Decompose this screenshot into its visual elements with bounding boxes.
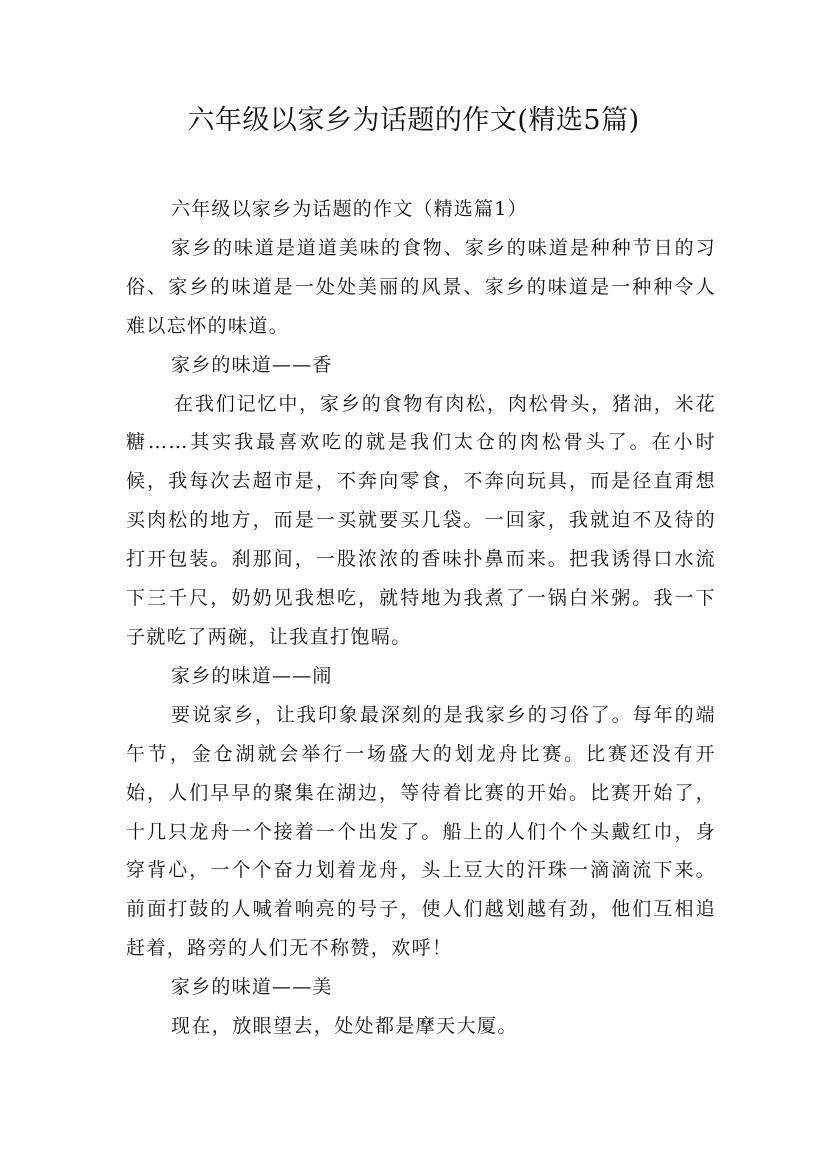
document-body	[126, 190, 716, 1046]
body-paragraph: 家乡的味道是道道美味的食物、家乡的味道是种种节日的习俗、家乡的味道是一处处美丽的风景、家乡的味道是一种种令人难以忘怀的味道。	[126, 236, 716, 337]
body-paragraph: 现在，放眼望去，处处都是摩天大厦。	[171, 1015, 518, 1038]
section-heading-lively: 家乡的味道——闹	[171, 664, 333, 687]
body-paragraph: 要说家乡，让我印象最深刻的是我家乡的习俗了。每年的端午节，金仓湖就会举行一场盛大的划龙舟比赛。比赛还没有开始，人们早早的聚集在湖边，等待着比赛的开始。比赛开始了，十几只龙舟一个接着一个出发了。船上的人们个个头戴红巾，身穿背心，一个个奋力划着龙舟，头上豆大的汗珠一滴滴流下来。前面打鼓的人喊着响亮的号子，使人们越划越有劲，他们互相追赶着，路旁的人们无不称赞，欢呼！	[126, 703, 716, 960]
section-heading-fragrance: 家乡的味道——香	[171, 353, 333, 376]
article-subtitle: 六年级以家乡为话题的作文（精选篇1）	[171, 198, 528, 220]
body-paragraph: 在我们记忆中，家乡的食物有肉松，肉松骨头，猪油，米花糖……其实我最喜欢吃的就是我们太仓的肉松骨头了。在小时候，我每次去超市是，不奔向零食，不奔向玩具，而是径直甭想买肉松的地方，而是一买就要买几袋。一回家，我就迫不及待的打开包装。刹那间，一股浓浓的香味扑鼻而来。把我诱得口水流下三千尺，奶奶见我想吃，就特地为我煮了一锅白米粥。我一下子就吃了两碗，让我直打饱嗝。	[126, 392, 716, 648]
section-heading-beauty: 家乡的味道——美	[171, 976, 333, 999]
document-title: 六年级以家乡为话题的作文(精选5篇)	[187, 105, 640, 136]
